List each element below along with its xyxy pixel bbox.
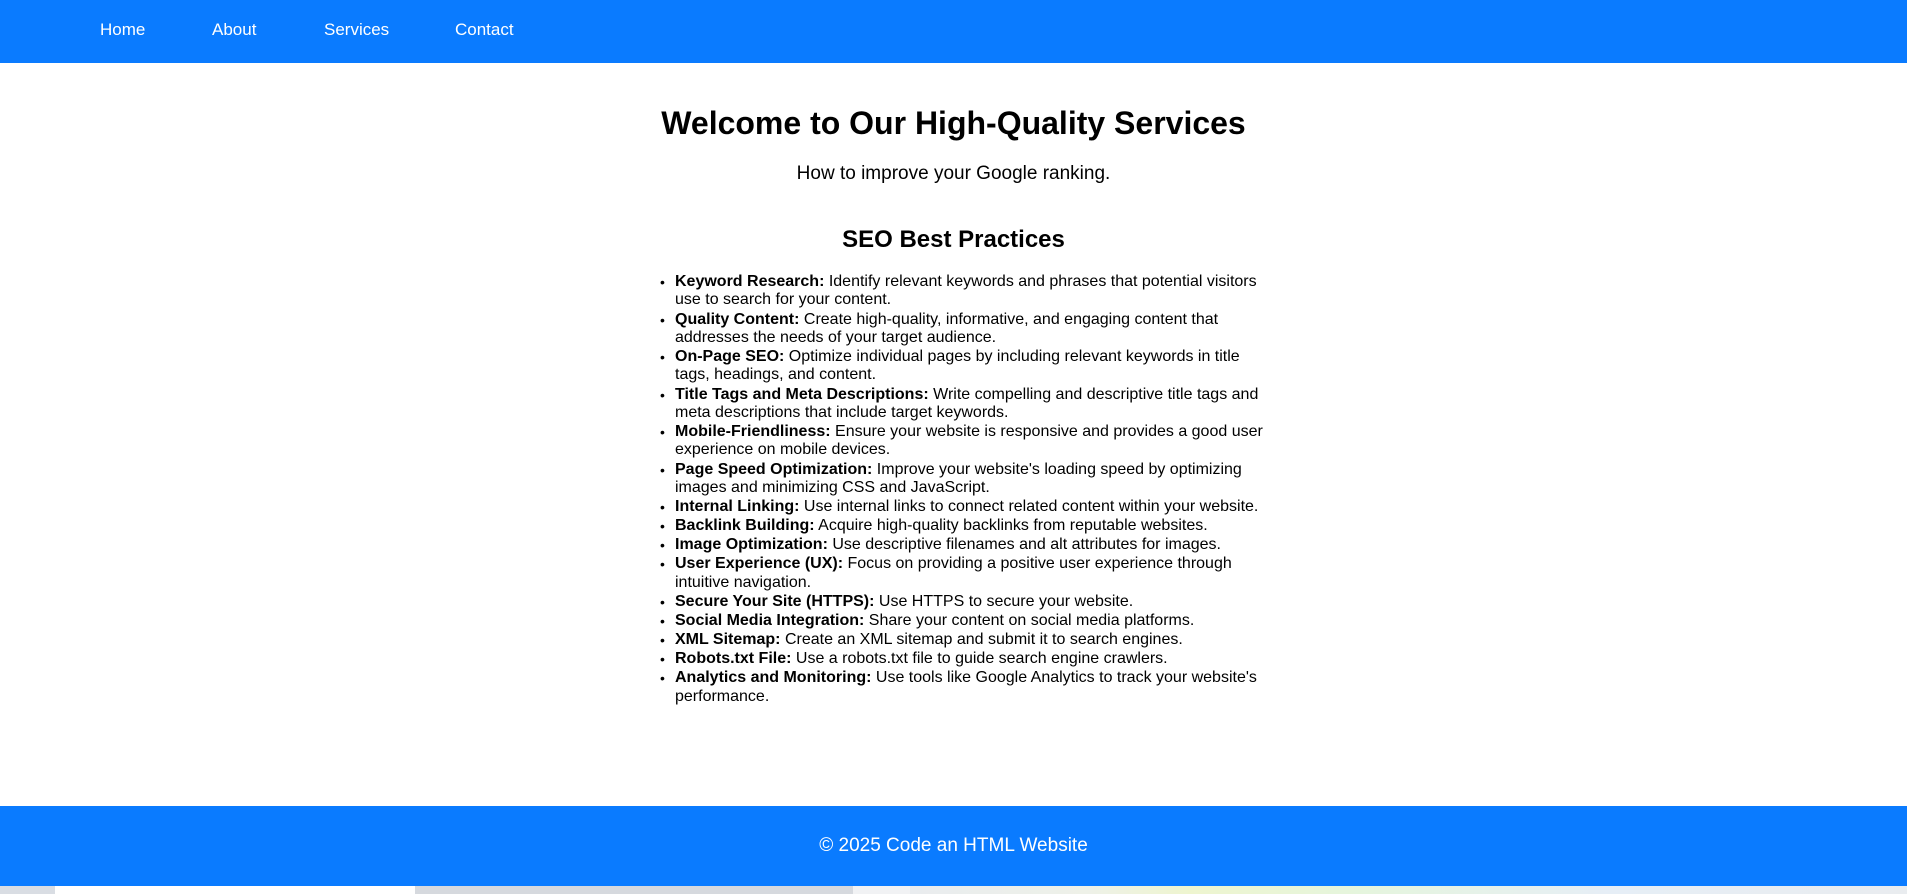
practice-item: [657, 650, 1267, 668]
practice-term: Secure Your Site (HTTPS):: [675, 592, 875, 610]
practice-term: Social Media Integration:: [675, 611, 865, 629]
practice-term: XML Sitemap:: [675, 630, 781, 648]
bullet-icon: •: [660, 349, 665, 365]
practice-item: [657, 555, 1267, 592]
section-title: SEO Best Practices: [842, 226, 1065, 253]
practice-term: User Experience (UX):: [675, 555, 844, 573]
bullet-icon: •: [660, 593, 665, 610]
practice-item: [657, 348, 1267, 385]
practice-term: Keyword Research:: [675, 273, 825, 290]
taskbar-strip: [0, 886, 1907, 894]
practice-description: Use internal links to connect related content within your website.: [799, 498, 1259, 515]
practice-item: [657, 273, 1267, 310]
bullet-icon: •: [660, 461, 665, 478]
practice-description: Use tools like Google Analytics to track your website's performance.: [675, 669, 1257, 705]
practice-term: Quality Content:: [675, 310, 800, 328]
practice-description: Share your content on social media platforms.: [864, 611, 1195, 629]
practice-description: Use HTTPS to secure your website.: [874, 592, 1134, 610]
practice-item: [657, 311, 1267, 348]
practice-description: Use descriptive filenames and alt attributes for images.: [827, 536, 1221, 554]
practice-term: Title Tags and Meta Descriptions:: [675, 385, 929, 403]
practice-description: Create high-quality, informative, and engaging content that addresses the needs of your target audience.: [675, 310, 1219, 346]
taskbar-segment: [853, 886, 910, 894]
bullet-icon: •: [660, 386, 665, 403]
bullet-icon: •: [660, 651, 665, 668]
top-navbar: [0, 0, 1907, 63]
nav-about-link[interactable]: About: [212, 20, 257, 39]
taskbar-segment: [910, 886, 1907, 894]
bullet-icon: •: [660, 499, 665, 515]
taskbar-segment: [55, 886, 415, 894]
nav-home-link[interactable]: Home: [100, 20, 146, 39]
practice-description: Focus on providing a positive user experience through intuitive navigation.: [675, 555, 1232, 591]
practice-item: [657, 386, 1267, 423]
practice-item: [657, 536, 1267, 554]
practice-description: Use a robots.txt file to guide search engine crawlers.: [791, 650, 1168, 668]
bullet-icon: •: [660, 424, 665, 440]
practice-item: [657, 498, 1267, 516]
practice-description: Optimize individual pages by including relevant keywords in title tags, headings, and content.: [675, 348, 1240, 384]
bullet-icon: •: [660, 670, 665, 687]
bullet-icon: •: [660, 556, 665, 573]
practice-description: Acquire high-quality backlinks from reputable websites.: [814, 517, 1208, 535]
practice-item: [657, 612, 1267, 630]
taskbar-segment: [0, 886, 55, 894]
practice-term: Image Optimization:: [675, 536, 828, 554]
bullet-icon: •: [660, 311, 665, 328]
practice-description: Ensure your website is responsive and provides a good user experience on mobile devices.: [675, 423, 1263, 459]
bullet-icon: •: [660, 518, 665, 535]
page-title: Welcome to Our High-Quality Services: [661, 105, 1246, 141]
bullet-icon: •: [660, 612, 665, 629]
practice-description: Identify relevant keywords and phrases that potential visitors use to search for your content.: [675, 273, 1257, 309]
seo-practices-list: [657, 273, 1267, 707]
main-content: [0, 63, 1907, 806]
bullet-icon: •: [660, 631, 665, 648]
practice-item: [657, 631, 1267, 649]
bullet-icon: •: [660, 537, 665, 554]
practice-term: Analytics and Monitoring:: [675, 669, 872, 687]
nav-services-link[interactable]: Services: [324, 20, 390, 39]
practice-item: [657, 423, 1267, 460]
practice-item: [657, 593, 1267, 611]
footer-copyright: © 2025 Code an HTML Website: [819, 835, 1088, 856]
practice-description: Create an XML sitemap and submit it to search engines.: [780, 630, 1183, 648]
practice-term: Internal Linking:: [675, 498, 800, 515]
practice-term: On-Page SEO:: [675, 348, 785, 365]
practice-term: Robots.txt File:: [675, 650, 792, 668]
practice-item: [657, 461, 1267, 498]
page-subtitle: How to improve your Google ranking.: [796, 163, 1111, 184]
taskbar-segment: [415, 886, 853, 894]
practice-term: Page Speed Optimization:: [675, 460, 873, 478]
practice-term: Backlink Building:: [675, 517, 815, 535]
practice-description: Write compelling and descriptive title tags and meta descriptions that include target keywords.: [675, 385, 1259, 421]
bullet-icon: •: [660, 274, 665, 290]
practice-item: [657, 517, 1267, 535]
nav-contact-link[interactable]: Contact: [455, 20, 514, 39]
practice-term: Mobile-Friendliness:: [675, 423, 831, 440]
practice-description: Improve your website's loading speed by optimizing images and minimizing CSS and JavaScript.: [675, 460, 1242, 496]
page-footer: [0, 806, 1907, 886]
practice-item: [657, 669, 1267, 706]
